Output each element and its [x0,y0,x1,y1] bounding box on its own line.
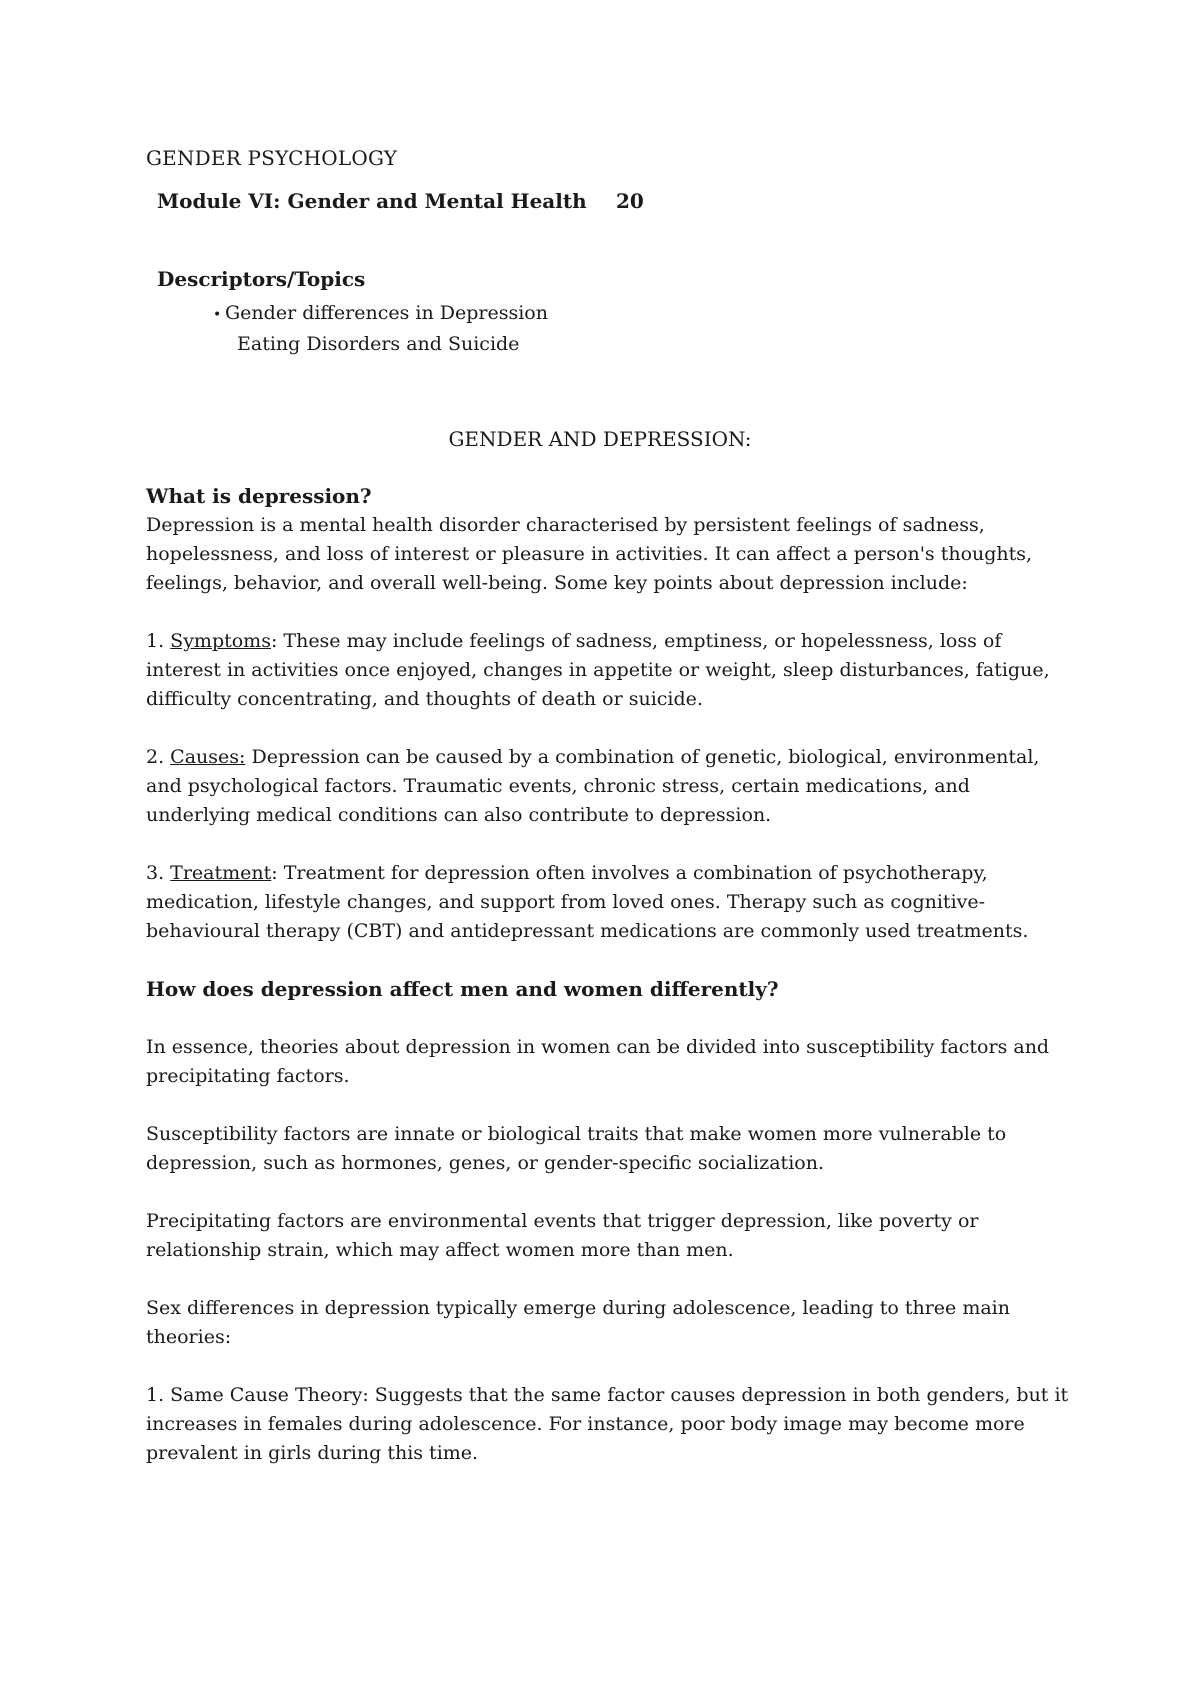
point-term: Symptoms [170,630,271,652]
point-text: These may include feelings of sadness, emptiness, or hopelessness, loss of interest in activities once enjoyed, changes in appetite or weight, sleep disturbances, fatigue, difficulty concentrating, and thoughts of death or suicide. [146,630,1050,710]
point-text: Depression can be caused by a combination of genetic, biological, environmental, and psychological factors. Traumatic events, chronic stress, certain medications, and underlying medical conditions can also contribute to depression. [146,746,1040,826]
point-text: Treatment for depression often involves a combination of psychotherapy, medication, lifestyle changes, and support from loved ones. Therapy such as cognitive-behavioural therapy (CBT) and antidepressant medications are commonly used treatments. [146,862,1029,942]
point-causes [146,743,1076,830]
point-number: 1. [146,630,171,652]
topic-list-item [213,299,548,359]
point-treatment [146,859,1076,946]
module-number: 20 [616,189,644,213]
section-title: GENDER AND DEPRESSION: [448,427,752,451]
module-name: Module VI: Gender and Mental Health [157,189,587,213]
susceptibility-paragraph: Susceptibility factors are innate or biological traits that make women more vulnerable to depression, such as hormones, genes, or gender-specific socialization. [146,1123,1007,1174]
topic-line-2: Eating Disorders and Suicide [237,333,520,355]
same-cause-theory-paragraph: 1. Same Cause Theory: Suggests that the same factor causes depression in both genders, but it increases in females during adolescence. For instance, poor body image may become more prevalent in girls during this time. [146,1384,1069,1464]
point-symptoms [146,627,1076,714]
adolescence-paragraph: Sex differences in depression typically emerge during adolescence, leading to three main theories: [146,1297,1010,1348]
topic-line-1: Gender differences in Depression [225,302,548,324]
point-term: Causes: [170,746,246,768]
depression-definition-paragraph: Depression is a mental health disorder characterised by persistent feelings of sadness, hopelessness, and loss of interest or pleasure in activities. It can affect a person's thoughts, feelings, behavior, and overall well-being. Some key points about depression include: [146,514,1033,594]
point-number: 3. [146,862,171,884]
descriptors-heading: Descriptors/Topics [157,267,366,291]
point-term: Treatment [170,862,272,884]
what-is-depression-heading: What is depression? [146,484,372,508]
theories-intro-paragraph: In essence, theories about depression in women can be divided into susceptibility factors and precipitating factors. [146,1036,1050,1087]
bullet-icon: • [213,307,222,323]
precipitating-paragraph: Precipitating factors are environmental events that trigger depression, like poverty or relationship strain, which may affect women more than men. [146,1210,979,1261]
point-separator: : [271,862,284,884]
point-separator: : [270,630,284,652]
point-number: 2. [146,746,171,768]
gender-differences-heading: How does depression affect men and women differently? [146,977,779,1001]
document-body [146,482,1076,1468]
document-title: GENDER PSYCHOLOGY [146,146,398,170]
